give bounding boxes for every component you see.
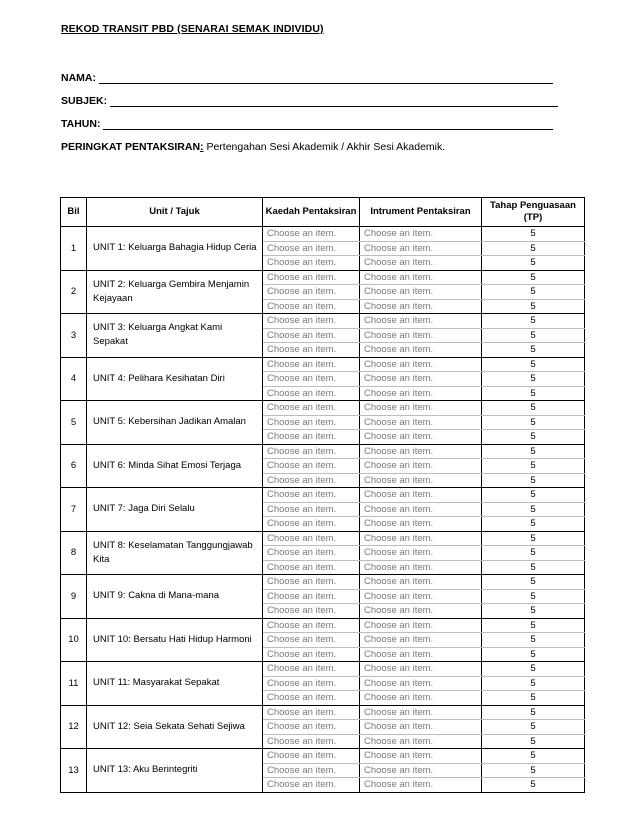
- instrument-dropdown[interactable]: Choose an item.: [360, 444, 482, 459]
- header-bil: Bil: [61, 198, 87, 227]
- kaedah-dropdown[interactable]: Choose an item.: [263, 560, 360, 575]
- tp-value[interactable]: 5: [482, 778, 585, 793]
- tp-value[interactable]: 5: [482, 502, 585, 517]
- instrument-dropdown[interactable]: Choose an item.: [360, 575, 482, 590]
- kaedah-dropdown[interactable]: Choose an item.: [263, 473, 360, 488]
- unit-title: UNIT 2: Keluarga Gembira Menjamin Kejayaan: [87, 270, 263, 314]
- unit-title: UNIT 5: Kebersihan Jadikan Amalan: [87, 401, 263, 445]
- kaedah-dropdown[interactable]: Choose an item.: [263, 589, 360, 604]
- tp-value[interactable]: 5: [482, 705, 585, 720]
- kaedah-dropdown[interactable]: Choose an item.: [263, 285, 360, 300]
- unit-title: UNIT 8: Keselamatan Tanggungjawab Kita: [87, 531, 263, 575]
- tp-value[interactable]: 5: [482, 314, 585, 329]
- table-row: [61, 401, 585, 416]
- kaedah-dropdown[interactable]: Choose an item.: [263, 270, 360, 285]
- instrument-dropdown[interactable]: Choose an item.: [360, 734, 482, 749]
- subjek-label: SUBJEK:: [61, 95, 108, 107]
- kaedah-dropdown[interactable]: Choose an item.: [263, 502, 360, 517]
- instrument-dropdown[interactable]: Choose an item.: [360, 604, 482, 619]
- instrument-dropdown[interactable]: Choose an item.: [360, 256, 482, 271]
- tp-value[interactable]: 5: [482, 459, 585, 474]
- assessment-level-label: PERINGKAT PENTAKSIRAN:: [61, 141, 204, 153]
- checklist-table: [60, 197, 585, 793]
- unit-title: UNIT 9: Cakna di Mana-mana: [87, 575, 263, 619]
- tp-value[interactable]: 5: [482, 633, 585, 648]
- kaedah-dropdown[interactable]: Choose an item.: [263, 575, 360, 590]
- row-number: 13: [61, 749, 87, 793]
- kaedah-dropdown[interactable]: Choose an item.: [263, 227, 360, 242]
- instrument-dropdown[interactable]: Choose an item.: [360, 314, 482, 329]
- tp-value[interactable]: 5: [482, 618, 585, 633]
- instrument-dropdown[interactable]: Choose an item.: [360, 227, 482, 242]
- kaedah-dropdown[interactable]: Choose an item.: [263, 401, 360, 416]
- subjek-input-line[interactable]: [110, 96, 558, 107]
- kaedah-dropdown[interactable]: Choose an item.: [263, 444, 360, 459]
- tp-value[interactable]: 5: [482, 589, 585, 604]
- kaedah-dropdown[interactable]: Choose an item.: [263, 488, 360, 503]
- row-number: 12: [61, 705, 87, 749]
- unit-title: UNIT 13: Aku Berintegriti: [87, 749, 263, 793]
- instrument-dropdown[interactable]: Choose an item.: [360, 502, 482, 517]
- instrument-dropdown[interactable]: Choose an item.: [360, 589, 482, 604]
- kaedah-dropdown[interactable]: Choose an item.: [263, 517, 360, 532]
- unit-title: UNIT 7: Jaga Diri Selalu: [87, 488, 263, 532]
- tp-value[interactable]: 5: [482, 720, 585, 735]
- tp-value[interactable]: 5: [482, 357, 585, 372]
- row-number: 9: [61, 575, 87, 619]
- instrument-dropdown[interactable]: Choose an item.: [360, 357, 482, 372]
- kaedah-dropdown[interactable]: Choose an item.: [263, 633, 360, 648]
- instrument-dropdown[interactable]: Choose an item.: [360, 691, 482, 706]
- kaedah-dropdown[interactable]: Choose an item.: [263, 691, 360, 706]
- unit-title: UNIT 6: Minda Sihat Emosi Terjaga: [87, 444, 263, 488]
- kaedah-dropdown[interactable]: Choose an item.: [263, 299, 360, 314]
- tp-value[interactable]: 5: [482, 372, 585, 387]
- row-number: 6: [61, 444, 87, 488]
- table-body: [61, 227, 585, 793]
- kaedah-dropdown[interactable]: Choose an item.: [263, 720, 360, 735]
- table-row: [61, 357, 585, 372]
- kaedah-dropdown[interactable]: Choose an item.: [263, 343, 360, 358]
- tp-value[interactable]: 5: [482, 285, 585, 300]
- table-row: [61, 531, 585, 546]
- unit-title: UNIT 10: Bersatu Hati Hidup Harmoni: [87, 618, 263, 662]
- kaedah-dropdown[interactable]: Choose an item.: [263, 705, 360, 720]
- kaedah-dropdown[interactable]: Choose an item.: [263, 241, 360, 256]
- kaedah-dropdown[interactable]: Choose an item.: [263, 372, 360, 387]
- instrument-dropdown[interactable]: Choose an item.: [360, 328, 482, 343]
- tahun-input-line[interactable]: [103, 119, 553, 130]
- table-row: [61, 270, 585, 285]
- tp-value[interactable]: 5: [482, 386, 585, 401]
- unit-title: UNIT 1: Keluarga Bahagia Hidup Ceria: [87, 227, 263, 271]
- kaedah-dropdown[interactable]: Choose an item.: [263, 734, 360, 749]
- tp-value[interactable]: 5: [482, 691, 585, 706]
- kaedah-dropdown[interactable]: Choose an item.: [263, 778, 360, 793]
- instrument-dropdown[interactable]: Choose an item.: [360, 401, 482, 416]
- tp-value[interactable]: 5: [482, 517, 585, 532]
- tp-value[interactable]: 5: [482, 270, 585, 285]
- instrument-dropdown[interactable]: Choose an item.: [360, 778, 482, 793]
- tp-value[interactable]: 5: [482, 328, 585, 343]
- table-row: [61, 662, 585, 677]
- kaedah-dropdown[interactable]: Choose an item.: [263, 430, 360, 445]
- tp-value[interactable]: 5: [482, 560, 585, 575]
- nama-label: NAMA:: [61, 72, 96, 84]
- kaedah-dropdown[interactable]: Choose an item.: [263, 386, 360, 401]
- row-number: 1: [61, 227, 87, 271]
- tahun-field: [61, 118, 553, 130]
- tp-value[interactable]: 5: [482, 575, 585, 590]
- kaedah-dropdown[interactable]: Choose an item.: [263, 459, 360, 474]
- instrument-dropdown[interactable]: Choose an item.: [360, 749, 482, 764]
- instrument-dropdown[interactable]: Choose an item.: [360, 430, 482, 445]
- instrument-dropdown[interactable]: Choose an item.: [360, 647, 482, 662]
- row-number: 8: [61, 531, 87, 575]
- assessment-level: [61, 141, 445, 153]
- table-row: [61, 618, 585, 633]
- tp-value[interactable]: 5: [482, 647, 585, 662]
- tp-value[interactable]: 5: [482, 343, 585, 358]
- kaedah-dropdown[interactable]: Choose an item.: [263, 676, 360, 691]
- tp-value[interactable]: 5: [482, 546, 585, 561]
- kaedah-dropdown[interactable]: Choose an item.: [263, 749, 360, 764]
- instrument-dropdown[interactable]: Choose an item.: [360, 618, 482, 633]
- instrument-dropdown[interactable]: Choose an item.: [360, 343, 482, 358]
- instrument-dropdown[interactable]: Choose an item.: [360, 720, 482, 735]
- tp-value[interactable]: 5: [482, 531, 585, 546]
- instrument-dropdown[interactable]: Choose an item.: [360, 676, 482, 691]
- header-tp: Tahap Penguasaan (TP): [482, 198, 585, 227]
- tp-value[interactable]: 5: [482, 676, 585, 691]
- tp-value[interactable]: 5: [482, 763, 585, 778]
- instrument-dropdown[interactable]: Choose an item.: [360, 705, 482, 720]
- instrument-dropdown[interactable]: Choose an item.: [360, 517, 482, 532]
- unit-title: UNIT 4: Pelihara Kesihatan Diri: [87, 357, 263, 401]
- instrument-dropdown[interactable]: Choose an item.: [360, 386, 482, 401]
- row-number: 3: [61, 314, 87, 358]
- nama-input-line[interactable]: [99, 73, 553, 84]
- instrument-dropdown[interactable]: Choose an item.: [360, 763, 482, 778]
- kaedah-dropdown[interactable]: Choose an item.: [263, 328, 360, 343]
- table-header-row: [61, 198, 585, 227]
- row-number: 11: [61, 662, 87, 706]
- kaedah-dropdown[interactable]: Choose an item.: [263, 314, 360, 329]
- row-number: 2: [61, 270, 87, 314]
- unit-title: UNIT 11: Masyarakat Sepakat: [87, 662, 263, 706]
- nama-field: [61, 72, 553, 84]
- assessment-level-value[interactable]: Pertengahan Sesi Akademik / Akhir Sesi Akademik.: [203, 141, 446, 153]
- instrument-dropdown[interactable]: Choose an item.: [360, 372, 482, 387]
- table-row: [61, 749, 585, 764]
- tp-value[interactable]: 5: [482, 604, 585, 619]
- tp-value[interactable]: 5: [482, 662, 585, 677]
- tp-value[interactable]: 5: [482, 473, 585, 488]
- row-number: 5: [61, 401, 87, 445]
- tp-value[interactable]: 5: [482, 488, 585, 503]
- instrument-dropdown[interactable]: Choose an item.: [360, 546, 482, 561]
- instrument-dropdown[interactable]: Choose an item.: [360, 560, 482, 575]
- header-unit: Unit / Tajuk: [87, 198, 263, 227]
- instrument-dropdown[interactable]: Choose an item.: [360, 633, 482, 648]
- kaedah-dropdown[interactable]: Choose an item.: [263, 531, 360, 546]
- kaedah-dropdown[interactable]: Choose an item.: [263, 618, 360, 633]
- tp-value[interactable]: 5: [482, 444, 585, 459]
- row-number: 4: [61, 357, 87, 401]
- table-row: [61, 227, 585, 242]
- unit-title: UNIT 3: Keluarga Angkat Kami Sepakat: [87, 314, 263, 358]
- header-kaedah: Kaedah Pentaksiran: [263, 198, 360, 227]
- table-row: [61, 314, 585, 329]
- document-title: REKOD TRANSIT PBD (SENARAI SEMAK INDIVIDU): [61, 23, 324, 35]
- kaedah-dropdown[interactable]: Choose an item.: [263, 415, 360, 430]
- table-row: [61, 444, 585, 459]
- tp-value[interactable]: 5: [482, 749, 585, 764]
- row-number: 10: [61, 618, 87, 662]
- tp-value[interactable]: 5: [482, 241, 585, 256]
- instrument-dropdown[interactable]: Choose an item.: [360, 299, 482, 314]
- tp-value[interactable]: 5: [482, 401, 585, 416]
- header-instrument: Intrument Pentaksiran: [360, 198, 482, 227]
- tp-value[interactable]: 5: [482, 430, 585, 445]
- tp-value[interactable]: 5: [482, 734, 585, 749]
- kaedah-dropdown[interactable]: Choose an item.: [263, 647, 360, 662]
- kaedah-dropdown[interactable]: Choose an item.: [263, 662, 360, 677]
- instrument-dropdown[interactable]: Choose an item.: [360, 488, 482, 503]
- kaedah-dropdown[interactable]: Choose an item.: [263, 763, 360, 778]
- row-number: 7: [61, 488, 87, 532]
- kaedah-dropdown[interactable]: Choose an item.: [263, 546, 360, 561]
- table-row: [61, 705, 585, 720]
- kaedah-dropdown[interactable]: Choose an item.: [263, 604, 360, 619]
- tahun-label: TAHUN:: [61, 118, 101, 130]
- kaedah-dropdown[interactable]: Choose an item.: [263, 357, 360, 372]
- instrument-dropdown[interactable]: Choose an item.: [360, 270, 482, 285]
- tp-value[interactable]: 5: [482, 415, 585, 430]
- tp-value[interactable]: 5: [482, 227, 585, 242]
- instrument-dropdown[interactable]: Choose an item.: [360, 662, 482, 677]
- table-row: [61, 488, 585, 503]
- tp-value[interactable]: 5: [482, 256, 585, 271]
- subjek-field: [61, 95, 558, 107]
- instrument-dropdown[interactable]: Choose an item.: [360, 415, 482, 430]
- instrument-dropdown[interactable]: Choose an item.: [360, 531, 482, 546]
- kaedah-dropdown[interactable]: Choose an item.: [263, 256, 360, 271]
- instrument-dropdown[interactable]: Choose an item.: [360, 473, 482, 488]
- table-row: [61, 575, 585, 590]
- unit-title: UNIT 12: Seia Sekata Sehati Sejiwa: [87, 705, 263, 749]
- tp-value[interactable]: 5: [482, 299, 585, 314]
- instrument-dropdown[interactable]: Choose an item.: [360, 241, 482, 256]
- instrument-dropdown[interactable]: Choose an item.: [360, 285, 482, 300]
- instrument-dropdown[interactable]: Choose an item.: [360, 459, 482, 474]
